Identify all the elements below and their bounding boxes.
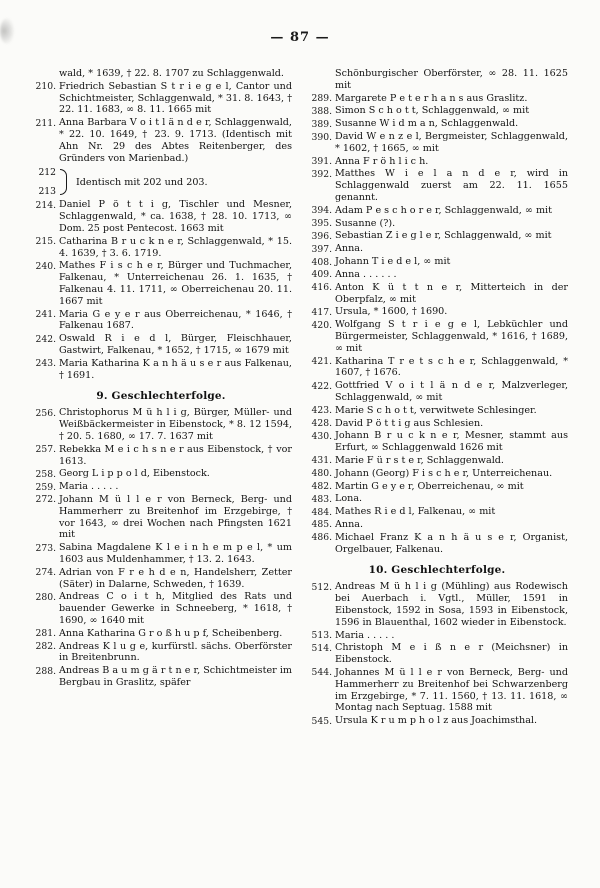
entry-number: 273.: [35, 542, 56, 554]
entry-number: 214.: [35, 199, 56, 211]
entry-number: 240.: [35, 260, 56, 272]
ancestor-entry: [30, 444, 292, 468]
entry-number: [306, 68, 335, 69]
entry-number: 389.: [311, 118, 332, 130]
brace-numbers: [30, 167, 59, 197]
entry-body: Johann (Georg) F i s c h e r, Unterreichenau.: [335, 467, 553, 479]
ancestor-entry: [306, 430, 568, 454]
entry-number: 423.: [311, 405, 332, 417]
entry-body: Oswald R i e d l, Bürger, Fleischhauer, Gastwirt, Falkenau, * 1652, † 1715, ∞ 1679 mit: [59, 333, 292, 356]
entry-body: Anna Katharina G r o ß h u p f, Scheibenberg.: [59, 627, 283, 639]
ancestor-entry: [306, 230, 568, 242]
entry-continuation: [30, 68, 292, 80]
entry-number: 486.: [311, 532, 332, 544]
entry-body: Johann M ü l l e r von Berneck, Berg- und Hammerherr zu Breitenhof im Erzgebirge, † vor 1643, ∞ drei Wochen nach Pfingsten 1621 mit: [59, 493, 292, 541]
entry-number: 416.: [311, 282, 332, 294]
entry-number: 289.: [311, 93, 332, 105]
entry-body: Katharina T r e t s c h e r, Schlaggenwald, * 1607, † 1676.: [335, 355, 568, 379]
ancestor-entry: [306, 630, 568, 642]
entry-body: Gottfried V o i t l ä n d e r, Malzverleger, Schlaggenwald, ∞ mit: [335, 380, 568, 403]
entry-body: David P ö t t i g aus Schlesien.: [335, 417, 484, 429]
entry-number: 257.: [35, 444, 56, 456]
ancestor-entry: [30, 567, 292, 591]
entry-body: Andreas K l u g e, kurfürstl. sächs. Oberförster in Breitenbrunn.: [59, 640, 292, 664]
ancestor-entry: [306, 405, 568, 417]
entry-body: Marie F ü r s t e r, Schlaggenwald.: [335, 454, 504, 466]
brace-note: Identisch mit 202 und 203.: [76, 176, 208, 188]
entry-number: 280.: [35, 591, 56, 603]
ancestor-entry: [30, 309, 292, 333]
ancestor-entry: [306, 269, 568, 281]
entry-number: 428.: [311, 418, 332, 429]
ancestor-entry: [306, 105, 568, 117]
entry-body: Catharina B r u c k n e r, Schlaggenwald, * 15. 4. 1639, † 3. 6. 1719.: [59, 235, 292, 259]
curly-brace-icon: [59, 167, 69, 197]
ancestor-entry: [306, 519, 568, 531]
entry-body: Sabina Magdalene K l e i n h e m p e l, * um 1603 aus Muldenhammer, † 13. 2. 1643.: [59, 542, 292, 565]
entry-number: 483.: [311, 493, 332, 505]
entry-body: Maria Katharina K a n h ä u s e r aus Falkenau, † 1691.: [59, 357, 292, 381]
ancestor-entry: [306, 168, 568, 203]
entry-number: 545.: [311, 715, 332, 727]
entry-number: 242.: [35, 333, 56, 345]
ancestor-entry: [30, 358, 292, 382]
entry-body: Ursula K r u m p h o l z aus Joachimsthal.: [335, 715, 538, 727]
entry-body: Anna F r ö h l i c h.: [335, 155, 429, 167]
entry-number: 241.: [35, 309, 56, 321]
ancestor-entry: [306, 156, 568, 168]
entry-number: 288.: [35, 665, 56, 677]
entry-body: Anna.: [335, 518, 364, 530]
entry-body: Mathes R i e d l, Falkenau, ∞ mit: [335, 506, 496, 518]
section-heading-9: 9. Geschlechterfolge.: [96, 390, 226, 403]
entry-number: 274.: [35, 567, 56, 579]
entry-number: 390.: [311, 131, 332, 143]
section-heading-10: 10. Geschlechterfolge.: [368, 564, 506, 577]
entry-body: Andreas M ü h l i g (Mühling) aus Rodewisch bei Auerbach i. Vgtl., Müller, 1591 in Eibenstock, 1592 in Sosa, 1593 in Eibenstock, 1596 in Blauenthal, 1602 wieder in Eibenstock.: [335, 581, 568, 628]
ancestor-entry: [306, 205, 568, 217]
entry-body: Christophorus M ü h l i g, Bürger, Müller- und Weißbäckermeister in Eibenstock, * 8. 12 1594, † 20. 5. 1680, ∞ 17. 7. 1637 mit: [59, 407, 292, 442]
entry-body: Schönburgischer Oberförster, ∞ 28. 11. 1625 mit: [335, 68, 568, 91]
entry-number: 391.: [311, 156, 332, 168]
ancestor-entry: [306, 418, 568, 430]
ancestor-entry: [306, 131, 568, 155]
ancestor-entry: [30, 333, 292, 357]
ancestor-entry: [306, 218, 568, 230]
ancestor-entry: [306, 93, 568, 105]
entry-body: Simon S c h o t t, Schlaggenwald, ∞ mit: [335, 105, 530, 117]
entry-number: 482.: [311, 481, 332, 493]
entry-number: 480.: [311, 468, 332, 480]
entry-body: Sebastian Z i e g l e r, Schlaggenwald, ∞ mit: [335, 230, 552, 242]
entry-continuation: [306, 68, 568, 92]
entry-number: 215.: [35, 236, 56, 248]
right-column: [306, 68, 568, 728]
ancestor-entry: [30, 236, 292, 260]
entry-number: 272.: [35, 494, 56, 506]
entry-number: 421.: [311, 356, 332, 367]
entry-number: 485.: [311, 519, 332, 531]
entry-body: Maria . . . . .: [335, 629, 395, 641]
entry-body: Adam P e s c h o r e r, Schlaggenwald, ∞ mit: [335, 204, 552, 216]
ancestor-entry: [306, 532, 568, 556]
entry-number: 420.: [311, 319, 332, 331]
entry-number: 484.: [311, 506, 332, 518]
ancestor-entry: [306, 306, 568, 318]
entry-number: 394.: [311, 205, 332, 217]
ancestor-entry: [30, 407, 292, 442]
entry-body: Friedrich Sebastian S t r i e g e l, Cantor und Schichtmeister, Schlaggenwald, * 31. 8. 1643, † 22. 11. 1683, ∞ 8. 11. 1665 mit: [59, 80, 292, 116]
entry-number: 210.: [35, 81, 56, 93]
entry-number: [30, 68, 59, 69]
left-column: [30, 68, 292, 728]
entry-number: 392.: [311, 168, 332, 180]
braced-entry-group: [30, 167, 292, 197]
entry-body: Maria G e y e r aus Oberreichenau, * 1646, † Falkenau 1687.: [59, 308, 292, 332]
entry-body: David W e n z e l, Bergmeister, Schlaggenwald, * 1602, † 1665, ∞ mit: [335, 131, 568, 154]
ancestor-entry: [306, 481, 568, 493]
entry-body: Johann T i e d e l, ∞ mit: [335, 256, 451, 268]
ancestor-entry: [306, 642, 568, 666]
entry-body: wald, * 1639, † 22. 8. 1707 zu Schlaggenwald.: [59, 68, 284, 79]
entry-body: Andreas C o i t h, Mitglied des Rats und bauender Gewerke in Schneeberg, * 1618, † 1690, ∞ 1640 mit: [59, 591, 292, 626]
entry-body: Johann B r u c k n e r, Mesner, stammt aus Erfurt, ∞ Schlaggenwald 1626 mit: [335, 430, 568, 454]
ancestor-entry: [306, 715, 568, 727]
entry-body: Johannes M ü l l e r von Berneck, Berg- und Hammerherr zu Breitenhof bei Schwarzenberg im Erzgebirge, * 7. 11. 1560, † 13. 11. 1618, ∞ Montag nach Septuag. 1588 mit: [335, 666, 568, 714]
entry-number: 514.: [311, 642, 332, 654]
entry-number: 397.: [311, 243, 332, 255]
page-number: — 87 —: [270, 30, 330, 45]
ancestor-entry: [306, 667, 568, 714]
ancestor-entry: [306, 506, 568, 518]
ancestor-entry: [306, 356, 568, 380]
ancestor-entry: [30, 641, 292, 665]
ancestor-entry: [306, 493, 568, 505]
entry-body: Anna Barbara V o i t l ä n d e r, Schlaggenwald, * 22. 10. 1649, † 23. 9. 1713. (Identisch mit Ahn Nr. 29 des Abtes Reitenberger, des Gründers von Marienbad.): [59, 117, 292, 164]
entry-body: Anna.: [335, 243, 364, 255]
entry-body: Andreas B a u m g ä r t n e r, Schichtmeister im Bergbau in Graslitz, späfer: [59, 665, 292, 688]
entry-body: Lona.: [335, 493, 363, 505]
entry-number: 281.: [35, 628, 56, 640]
ancestor-entry: [306, 282, 568, 306]
entry-body: Margarete P e t e r h a n s aus Graslitz.: [335, 92, 528, 104]
entry-body: Susanne W i d m a n, Schlaggenwald.: [335, 118, 519, 130]
entry-body: Anna . . . . . .: [335, 268, 397, 280]
entry-body: Georg L i p p o l d, Eibenstock.: [59, 468, 210, 480]
entry-number: 513.: [311, 630, 332, 642]
entry-number: 282.: [35, 641, 56, 653]
entry-body: Mathes F i s c h e r, Bürger und Tuchmacher, Falkenau, * Unterreichenau 26. 1. 1635, † Falkenau 4. 11. 1711, ∞ Oberreichenau 20. 11. 1667 mit: [59, 260, 292, 307]
entry-number: 544.: [311, 667, 332, 679]
ancestor-entry: [30, 542, 292, 566]
entry-body: Maria . . . . .: [59, 481, 119, 493]
ancestor-entry: [306, 118, 568, 130]
entry-number: 211.: [35, 117, 56, 129]
entry-number: 258.: [35, 468, 56, 480]
entry-number: 259.: [35, 481, 56, 493]
ancestor-entry: [30, 260, 292, 307]
entry-number: 431.: [311, 455, 332, 467]
entry-body: Ursula, * 1600, † 1690.: [335, 306, 448, 318]
entry-body: Anton K ü t t n e r, Mitterteich in der Oberpfalz, ∞ mit: [335, 281, 568, 305]
ancestor-entry: [30, 628, 292, 640]
entry-body: Marie S c h o t t, verwitwete Schlesinger.: [335, 404, 537, 416]
brace-number-bottom: 213: [38, 186, 56, 198]
ancestor-entry: [306, 468, 568, 480]
entry-number: 417.: [311, 306, 332, 318]
ancestor-entry: [306, 256, 568, 268]
ancestor-entry: [306, 319, 568, 354]
entry-body: Daniel P ö t t i g, Tischler und Mesner, Schlaggenwald, * ca. 1638, † 28. 10. 1713, ∞ Dom. 25 post Pentecost. 1663 mit: [59, 199, 292, 234]
ancestor-entry: [30, 591, 292, 626]
entry-number: 408.: [311, 256, 332, 268]
entry-number: 388.: [311, 105, 332, 117]
entry-number: 430.: [311, 430, 332, 442]
entry-body: Martin G e y e r, Oberreichenau, ∞ mit: [335, 480, 524, 492]
entry-number: 512.: [311, 581, 332, 593]
ancestor-entry: [306, 455, 568, 467]
entry-number: 395.: [311, 218, 332, 230]
two-column-body: [30, 68, 575, 728]
entry-body: Michael Franz K a n h ä u s e r, Organist, Orgelbauer, Falkenau.: [335, 531, 568, 555]
ancestor-entry: [306, 380, 568, 404]
entry-number: 409.: [311, 269, 332, 281]
brace-number-top: 212: [38, 167, 56, 179]
ancestor-entry: [30, 117, 292, 164]
entry-body: Matthes W i e l a n d e r, wird in Schlaggenwald zuerst am 22. 11. 1655 genannt.: [335, 168, 568, 204]
entry-body: Rebekka M e i c h s n e r aus Eibenstock, † vor 1613.: [59, 443, 292, 467]
entry-body: Susanne (?).: [335, 217, 396, 229]
ancestor-entry: [30, 468, 292, 480]
entry-body: Christoph M e i ß n e r (Meichsner) in Eibenstock.: [335, 642, 568, 666]
ancestor-entry: [30, 481, 292, 493]
ancestor-entry: [30, 199, 292, 234]
ancestor-entry: [30, 665, 292, 689]
ancestor-entry: [306, 581, 568, 628]
entry-body: Wolfgang S t r i e g e l, Lebküchler und Bürgermeister, Schlaggenwald, * 1616, † 1689, ∞ mit: [335, 319, 568, 354]
ancestor-entry: [30, 494, 292, 541]
entry-body: Adrian von F r e h d e n, Handelsherr, Zetter (Säter) in Dalarne, Schweden, † 1639.: [59, 566, 292, 590]
entry-number: 396.: [311, 230, 332, 242]
ancestor-entry: [306, 243, 568, 255]
entry-number: 256.: [35, 407, 56, 419]
entry-number: 243.: [35, 358, 56, 370]
entry-number: 422.: [311, 380, 332, 392]
ancestor-entry: [30, 81, 292, 116]
